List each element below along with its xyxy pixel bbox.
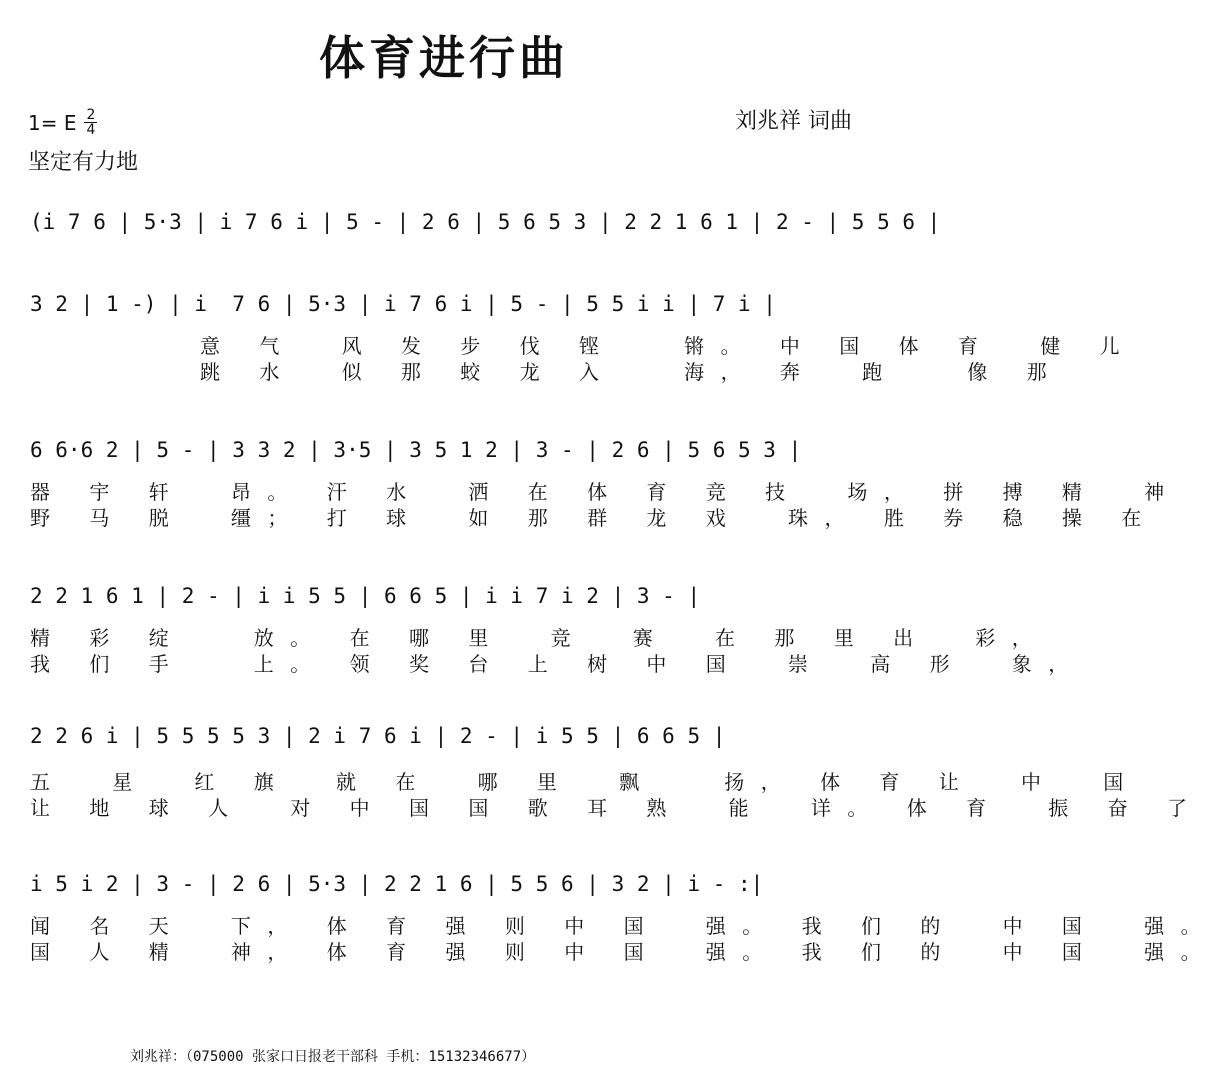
time-sig-bottom: 4 <box>86 122 96 138</box>
score-line-2 <box>30 284 858 324</box>
lyric-line: 我 们 手 上。 领 奖 台 上 树 中 国 崇 高 形 象， <box>30 652 1085 676</box>
notes: (i 7 6 | 5·3 | i 7 6 i | 5 - | 2 6 | 5 6 5 3 | 2 2 1 6 1 | 2 - | 5 5 6 | <box>30 210 941 234</box>
lyric-line: 意 气 风 发 步 伐 铿 锵。 中 国 体 育 健 儿 <box>200 334 1137 358</box>
tempo-marking: 坚定有力地 <box>28 150 139 175</box>
key-label: 1= E <box>28 110 77 135</box>
notes: 2 2 1 6 1 | 2 - | i i 5 5 | 6 6 5 | i i 7 i 2 | 3 - | <box>30 584 701 608</box>
notes: 3 2 | 1 -) | i 7 6 | 5·3 | i 7 6 i | 5 - | 5 5 i i | 7 i | <box>30 292 776 316</box>
lyric-line: 跳 水 似 那 蛟 龙 入 海， 奔 跑 像 那 <box>200 360 1064 384</box>
score-line-1 <box>30 202 941 242</box>
score-line-3 <box>30 430 858 470</box>
score-line-4 <box>30 576 858 616</box>
lyric-line: 精 彩 绽 放。 在 哪 里 竞 赛 在 那 里 出 彩， <box>30 626 1049 650</box>
notes: 2 2 6 i | 5 5 5 5 3 | 2 i 7 6 i | 2 - | i 5 5 | 6 6 5 | <box>30 724 726 748</box>
author-credit: 刘兆祥 词曲 <box>735 109 852 134</box>
time-sig-top: 2 <box>86 107 96 123</box>
page-title: 体育进行曲 <box>319 31 569 85</box>
lyric-line: 器 宇 轩 昂。 汗 水 洒 在 体 育 竞 技 场， 拼 搏 精 神 <box>30 480 1181 504</box>
score-line-5 <box>30 716 858 756</box>
time-signature <box>84 108 97 137</box>
lyric-line: 国 人 精 神， 体 育 强 则 中 国 强。 我 们 的 中 国 强。 <box>30 940 1217 964</box>
notes: 6 6·6 2 | 5 - | 3 3 2 | 3·5 | 3 5 1 2 | 3 - | 2 6 | 5 6 5 3 | <box>30 438 802 462</box>
notes: i 5 i 2 | 3 - | 2 6 | 5·3 | 2 2 1 6 | 5 5 6 | 3 2 | i - :| <box>30 872 764 896</box>
lyric-line: 让 地 球 人 对 中 国 国 歌 耳 熟 能 详。 体 育 振 奋 了 <box>30 796 1204 820</box>
lyric-line: 野 马 脱 缰； 打 球 如 那 群 龙 戏 珠， 胜 券 稳 操 在 <box>30 506 1158 530</box>
score-line-6 <box>30 864 858 904</box>
key-signature <box>28 108 97 137</box>
lyric-line: 闻 名 天 下， 体 育 强 则 中 国 强。 我 们 的 中 国 强。 <box>30 914 1217 938</box>
lyric-line: 五 星 红 旗 就 在 哪 里 飘 扬， 体 育 让 中 国 <box>30 770 1140 794</box>
footer-contact: 刘兆祥：（075000 张家口日报老干部科 手机：15132346677） <box>130 1049 536 1065</box>
